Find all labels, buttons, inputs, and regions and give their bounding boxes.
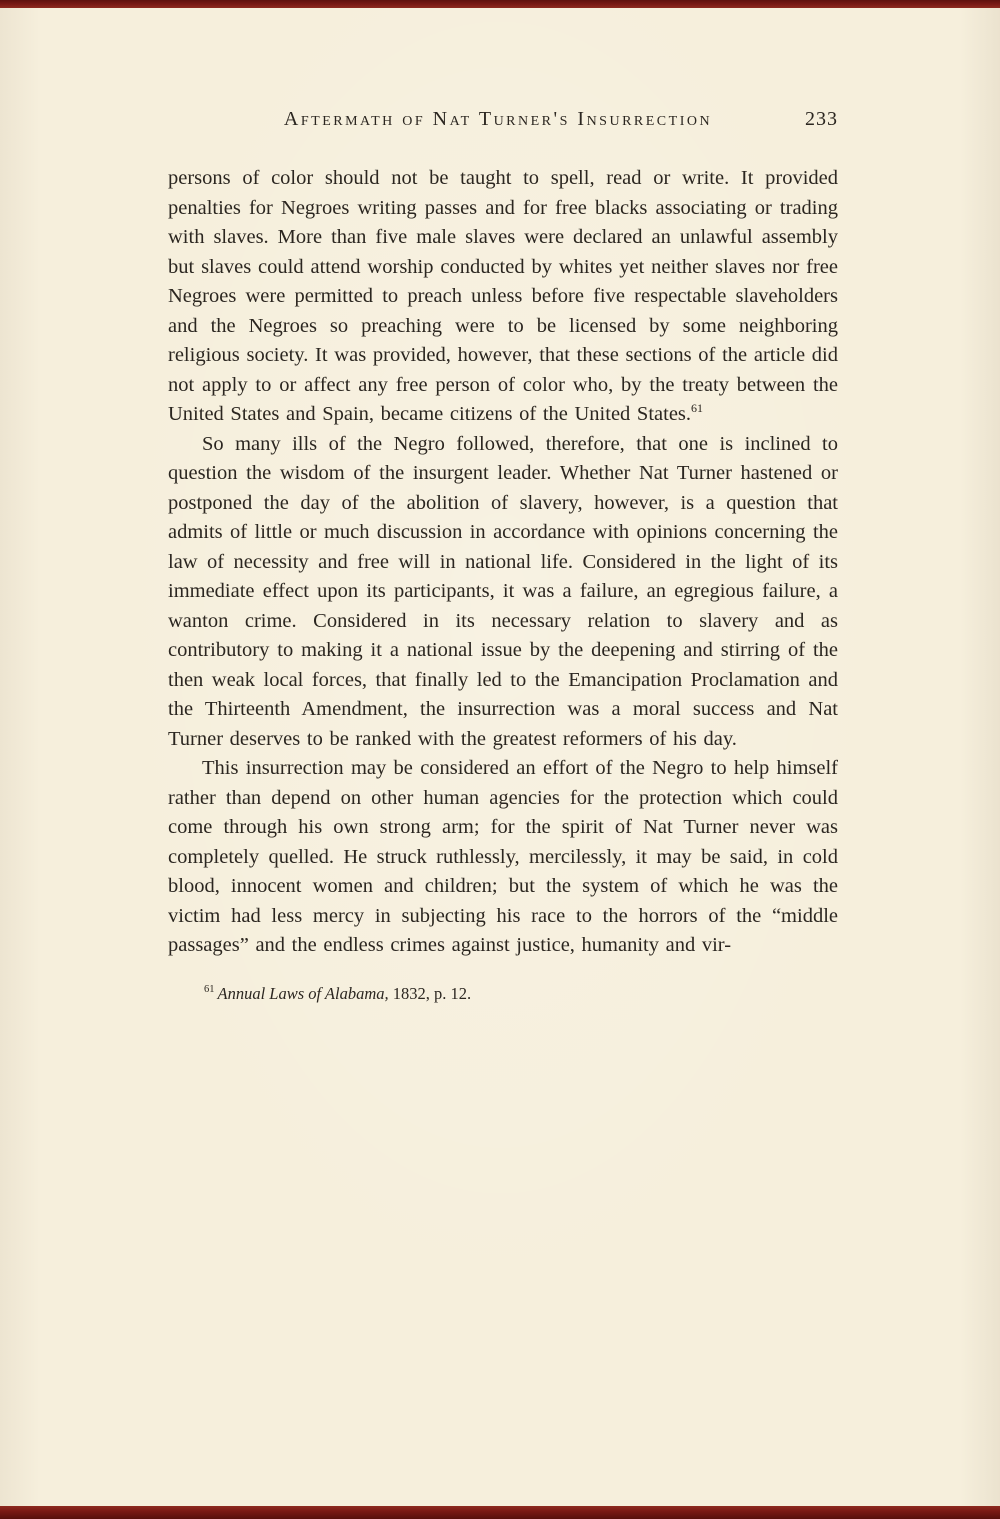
page-header-title: Aftermath of Nat Turner's Insurrection — [283, 108, 713, 130]
scan-edge-bottom — [0, 1506, 1000, 1519]
text-column — [168, 108, 838, 1005]
page-number: 233 — [805, 108, 838, 130]
footnote — [168, 983, 838, 1005]
footnote-source: Annual Laws of Alabama, — [217, 983, 389, 1003]
footnote-marker: 61 — [204, 984, 215, 995]
paragraph-1-text: persons of color should not be taught to spell, read or write. It provided penalties for Negroes writing passes and for free blacks associating or trading with slaves. More than five male slaves were declared an unlawful assembly but slaves could attend worship conducted by whites yet neither slaves nor free Negroes were permitted to preach unless before five respectable slaveholders and the Negroes so preaching were to be licensed by some neighboring religious society. It was provided, however, that these sections of the article did not apply to or affect any free person of color who, by the treaty between the United States and Spain, became citizens of the United States. — [168, 167, 838, 425]
scan-edge-top — [0, 0, 1000, 8]
footnote-detail: 1832, p. 12. — [388, 983, 472, 1003]
running-header — [168, 108, 838, 138]
paragraph-3: This insurrection may be considered an effort of the Negro to help himself rather than depend on other human agencies for the protection which could come through his own strong arm; for the spirit of Nat Turner never was completely quelled. He struck ruthlessly, mercilessly, it may be said, in cold blood, innocent women and children; but the system of which he was the victim had less mercy in subjecting his race to the horrors of the “middle passages” and the endless crimes against justice, humanity and vir- — [168, 757, 838, 956]
footnote-ref-61: 61 — [691, 401, 704, 416]
paragraph-2: So many ills of the Negro followed, therefore, that one is inclined to question the wisdom of the insurgent leader. Whether Nat Turner hastened or postponed the day of the abolition of slavery, however, is a question that admits of little or much discussion in accordance with opinions concerning the law of necessity and free will in national life. Considered in the light of its immediate effect upon its participants, it was a failure, an egregious failure, a wanton crime. Considered in its necessary relation to slavery and as contributory to making it a national issue by the deepening and stirring of the then weak local forces, that finally led to the Emancipation Proclamation and the Thirteenth Amendment, the insurrection was a moral success and Nat Turner deserves to be ranked with the greatest reformers of his day. — [168, 432, 838, 750]
paragraph-1 — [168, 164, 838, 430]
